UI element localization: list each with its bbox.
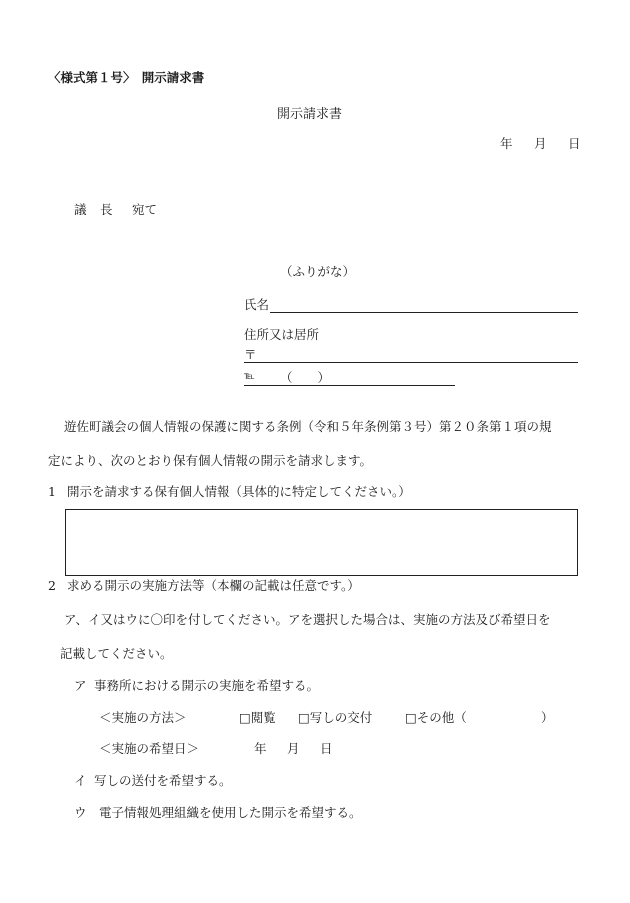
option-a-mark: ア	[74, 678, 87, 693]
option-a-text: 事務所における開示の実施を希望する。	[94, 678, 320, 693]
preferred-date-label: ＜実施の希望日＞	[99, 741, 200, 756]
preferred-date-year: 年	[254, 741, 267, 756]
furigana-label: （ふりがな）	[280, 264, 356, 279]
date-month-label: 月	[534, 136, 547, 151]
date-year-label: 年	[500, 136, 513, 151]
option-c-mark: ウ	[74, 805, 87, 820]
name-field-line[interactable]	[270, 312, 578, 313]
tel-field-line[interactable]	[244, 385, 455, 386]
requested-info-box[interactable]	[65, 509, 578, 576]
option-b-mark: イ	[74, 773, 87, 788]
addressee-char-1: 議	[74, 202, 87, 217]
address-label: 住所又は居所	[244, 327, 320, 342]
method-option-copy-delivery[interactable]: □写しの交付	[298, 710, 373, 725]
section-1-title: 開示を請求する保有個人情報（具体的に特定してください。）	[67, 484, 411, 499]
date-day-label: 日	[568, 136, 581, 151]
name-label: 氏名	[244, 297, 270, 312]
section-2-note-line-2: 記載してください。	[60, 646, 173, 661]
tel-parens: （ ）	[280, 370, 331, 385]
addressee-suffix: 宛て	[132, 202, 158, 217]
preferred-date-day: 日	[320, 741, 333, 756]
section-2-number: 2	[48, 578, 56, 593]
intro-line-1: 遊佐町議会の個人情報の保護に関する条例（令和５年条例第３号）第２０条第１項の規	[64, 419, 552, 434]
method-option-viewing[interactable]: □閲覧	[239, 710, 276, 725]
method-other-close: ）	[541, 710, 554, 725]
postal-mark: 〒	[244, 347, 257, 362]
preferred-date-month: 月	[287, 741, 300, 756]
form-label: 〈様式第１号〉 開示請求書	[48, 70, 205, 85]
method-label: ＜実施の方法＞	[99, 710, 187, 725]
method-option-other[interactable]: □その他（	[405, 710, 467, 725]
tel-label: ℡	[244, 371, 255, 382]
section-2-note-line-1: ア、イ又はウに〇印を付してください。アを選択した場合は、実施の方法及び希望日を	[64, 612, 551, 627]
addressee-char-2: 長	[100, 202, 113, 217]
section-1-number: 1	[48, 484, 56, 499]
intro-line-2: 定により、次のとおり保有個人情報の開示を請求します。	[48, 453, 373, 468]
address-field-line[interactable]	[244, 362, 578, 363]
page-title: 開示請求書	[277, 107, 343, 122]
section-2-title: 求める開示の実施方法等（本欄の記載は任意です。）	[67, 578, 360, 593]
option-b-text: 写しの送付を希望する。	[94, 773, 232, 788]
option-c-text: 電子情報処理組織を使用した開示を希望する。	[99, 805, 362, 820]
